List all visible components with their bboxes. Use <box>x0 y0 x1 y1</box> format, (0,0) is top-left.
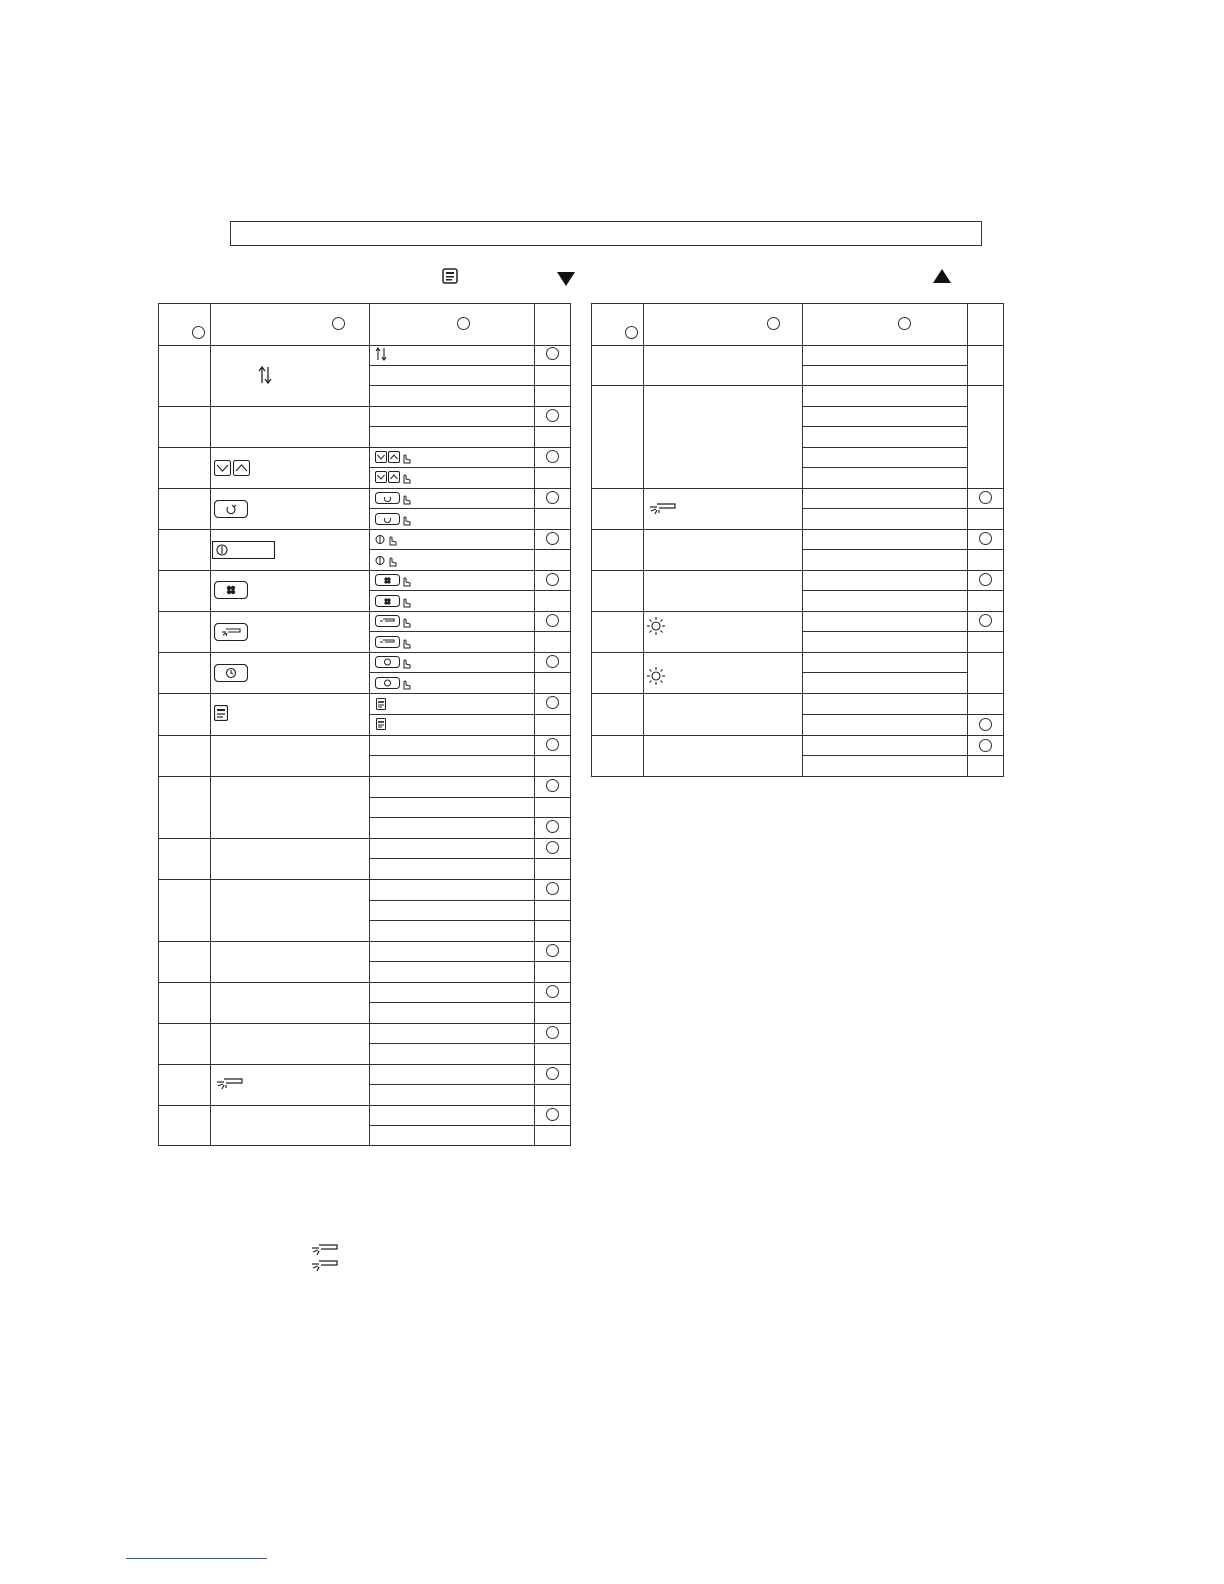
power-press-icon <box>375 533 403 546</box>
check-circle <box>979 573 992 586</box>
swing-press-icon <box>375 513 415 526</box>
check-circle <box>546 347 559 360</box>
timer-press-icon <box>375 677 415 690</box>
airflow-vane-icon <box>647 501 677 517</box>
check-circle <box>546 1026 559 1039</box>
header-circle-item <box>767 317 780 330</box>
check-circle <box>546 985 559 998</box>
airflow-vane-icon <box>214 1076 244 1092</box>
check-circle <box>979 718 992 731</box>
check-circle <box>546 882 559 895</box>
check-circle <box>979 739 992 752</box>
check-circle <box>546 1108 559 1121</box>
header-circle-no <box>625 326 638 339</box>
menu-button-icon <box>214 705 228 721</box>
menu-small-icon <box>376 718 386 730</box>
menu-button-icon <box>442 268 458 284</box>
header-circle-item <box>332 317 345 330</box>
title-box <box>230 221 982 246</box>
up-down-arrows-icon <box>258 366 272 384</box>
check-circle <box>546 696 559 709</box>
timer-button-icon <box>214 664 248 682</box>
fan-press-icon <box>375 595 415 608</box>
check-circle <box>546 573 559 586</box>
temp-buttons-press-icon <box>375 471 415 484</box>
check-circle <box>546 779 559 792</box>
check-circle <box>546 532 559 545</box>
airflow-vane-icon <box>309 1243 339 1257</box>
check-circle <box>979 532 992 545</box>
up-down-arrows-icon <box>375 347 387 361</box>
check-circle <box>546 738 559 751</box>
fan-press-icon <box>375 574 415 587</box>
fan-button-icon <box>214 581 248 599</box>
check-circle <box>546 409 559 422</box>
header-circle-detail <box>457 317 470 330</box>
swing-press-icon <box>375 492 415 505</box>
right-table <box>591 303 1005 779</box>
header-circle-detail <box>898 317 911 330</box>
swing-button-icon <box>214 500 248 518</box>
power-button-icon <box>212 541 276 559</box>
temp-buttons-press-icon <box>375 451 415 464</box>
power-press-icon <box>375 554 403 567</box>
left-table <box>158 303 572 1147</box>
airflow-press-icon <box>375 615 415 628</box>
temp-down-up-buttons-icon <box>214 460 250 476</box>
sun-icon <box>646 666 666 686</box>
check-circle <box>546 1067 559 1080</box>
check-circle <box>546 614 559 627</box>
check-circle <box>546 841 559 854</box>
check-circle <box>546 491 559 504</box>
check-circle <box>546 655 559 668</box>
menu-small-icon <box>376 698 386 710</box>
header-circle-no <box>192 326 205 339</box>
up-triangle-icon <box>933 269 951 283</box>
check-circle <box>979 614 992 627</box>
timer-press-icon <box>375 656 415 669</box>
footer-link[interactable] <box>126 1558 267 1559</box>
check-circle <box>546 820 559 833</box>
airflow-vane-icon <box>309 1259 339 1273</box>
sun-icon <box>646 616 666 636</box>
check-circle <box>546 450 559 463</box>
down-triangle-icon <box>557 272 575 286</box>
check-circle <box>979 491 992 504</box>
check-circle <box>546 944 559 957</box>
airflow-button-icon <box>214 623 248 641</box>
airflow-press-icon <box>375 636 415 649</box>
